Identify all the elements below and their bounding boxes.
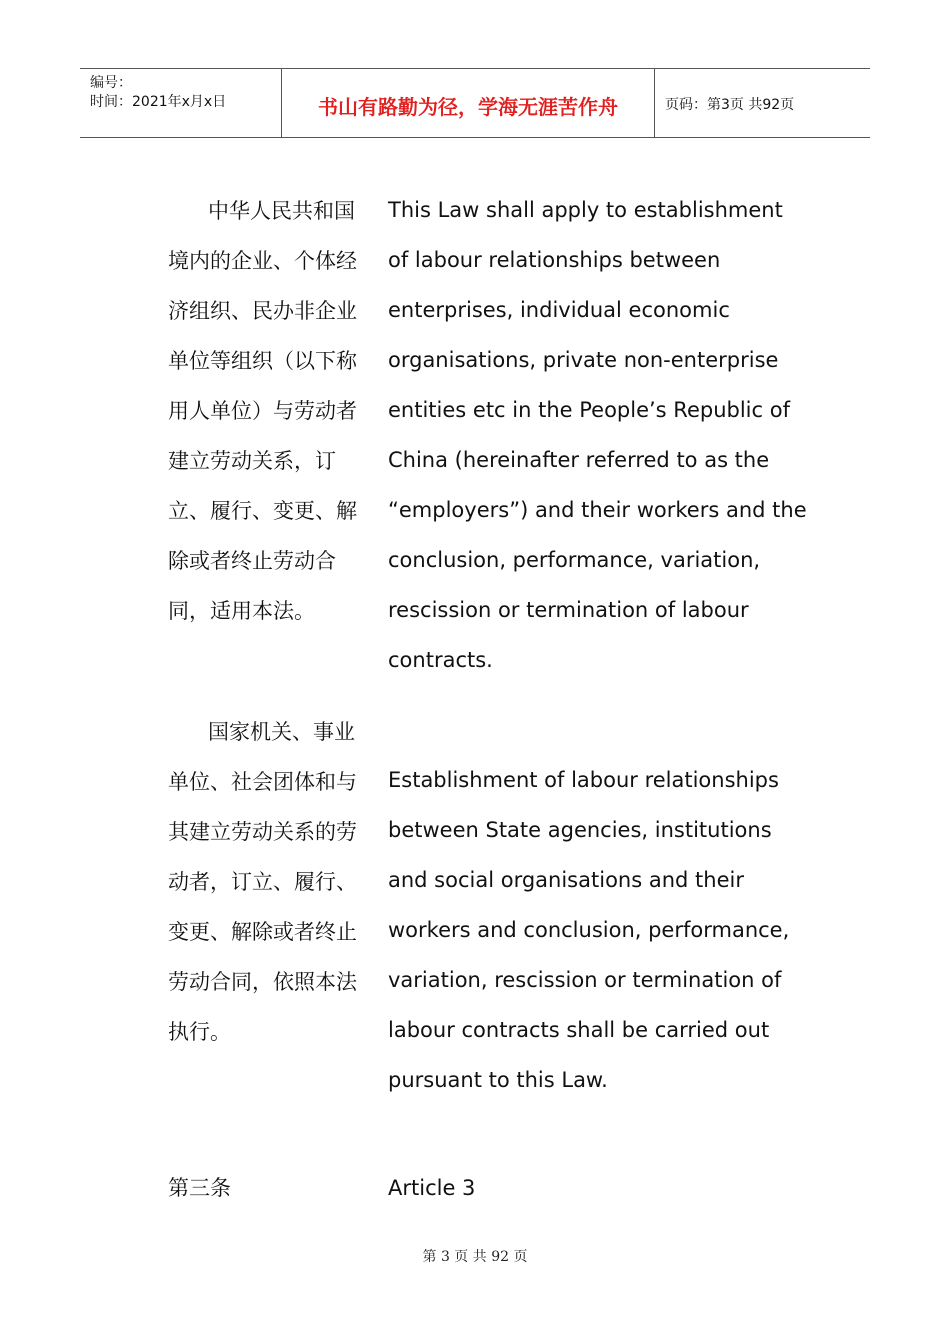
english-column-para-1 bbox=[388, 185, 808, 685]
document-number-label: 编号： bbox=[90, 75, 132, 91]
header-page-label: 页码：第3页 共92页 bbox=[665, 97, 795, 113]
article-heading-english: Article 3 bbox=[388, 1176, 476, 1200]
english-paragraph-1: This Law shall apply to establishment of labour relationships between enterprises, individual economic organisations, private non-enterprise entities etc in the People’s Republic of China (hereinafter referred to as the “employers”) and their workers and the conclusion, performance, variation, rescission or termination of labour contracts. bbox=[388, 198, 807, 672]
header-meta-cell bbox=[80, 69, 280, 137]
english-column-para-2 bbox=[388, 755, 808, 1105]
header-motto-cell bbox=[281, 69, 655, 137]
chinese-paragraph-2: 国家机关、事业单位、社会团体和与其建立劳动关系的劳动者，订立、履行、变更、解除或者终止劳动合同，依照本法执行。 bbox=[168, 720, 357, 1044]
english-paragraph-2: Establishment of labour relationships between State agencies, institutions and social organisations and their workers and conclusion, performance, variation, rescission or termination of labour contracts shall be carried out pursuant to this Law. bbox=[388, 768, 790, 1092]
chinese-column-para-1 bbox=[168, 186, 373, 636]
chinese-paragraph-1: 中华人民共和国境内的企业、个体经济组织、民办非企业单位等组织（以下称用人单位）与劳动者建立劳动关系，订立、履行、变更、解除或者终止劳动合同，适用本法。 bbox=[168, 199, 357, 623]
page-footer: 第 3 页 共 92 页 bbox=[422, 1249, 528, 1265]
document-time-label: 时间：2021年x月x日 bbox=[90, 94, 227, 110]
article-heading-chinese: 第三条 bbox=[168, 1176, 231, 1200]
header-page-cell bbox=[655, 69, 870, 137]
document-header bbox=[80, 68, 870, 138]
chinese-column-para-2 bbox=[168, 707, 373, 1057]
header-motto: 书山有路勤为径，学海无涯苦作舟 bbox=[318, 95, 618, 119]
